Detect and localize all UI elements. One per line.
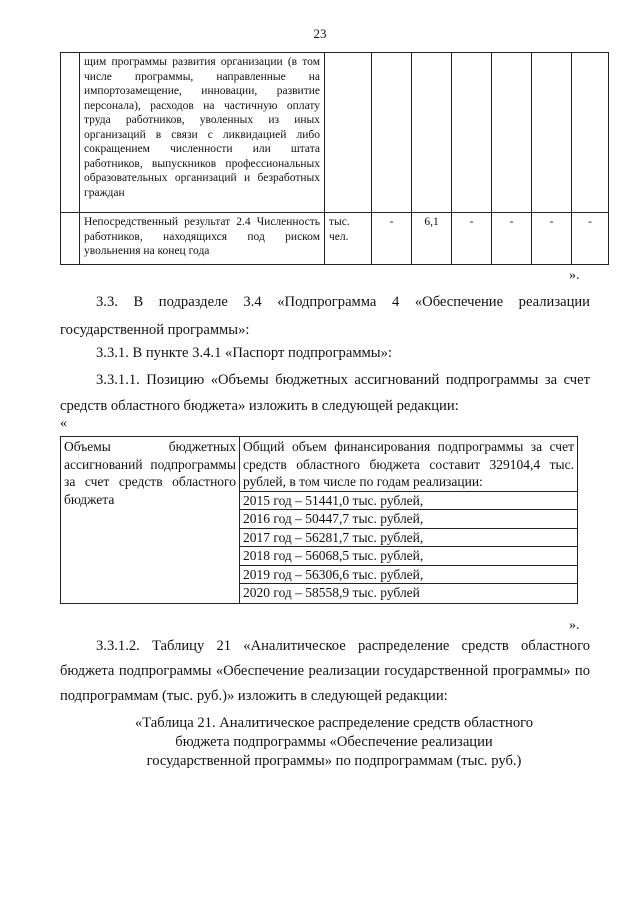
- table-cell: [532, 53, 572, 213]
- closing-quote: ».: [569, 618, 580, 633]
- paragraph-3-3-1-2: 3.3.1.2. Таблицу 21 «Аналитическое распределение средств областного бюджета подпрограммы «Обеспечение реализации государственной программы» по подпрограммам (тыс. руб.)» изложить в следующей редакции:: [60, 638, 590, 704]
- opening-quote: «: [60, 416, 67, 431]
- table-cell-unit: [325, 213, 372, 265]
- table-cell-value: -: [572, 213, 609, 265]
- table-caption: [60, 714, 608, 771]
- caption-line: государственной программы» по подпрограммам (тыс. руб.): [146, 753, 522, 769]
- table-cell-value: -: [532, 213, 572, 265]
- table-cell: [372, 53, 412, 213]
- budget-year-line: 2019 год – 56306,6 тыс. рублей,: [240, 565, 577, 584]
- table-cell: [61, 53, 80, 213]
- table-cell: [325, 53, 372, 213]
- table-row: [61, 437, 578, 604]
- page-number: 23: [313, 26, 327, 41]
- unit-line: чел.: [329, 230, 349, 243]
- budget-year-line: 2017 год – 56281,7 тыс. рублей,: [240, 528, 577, 547]
- table-cell: [452, 53, 492, 213]
- closing-quote: ».: [569, 268, 580, 283]
- indicators-table: [60, 52, 609, 265]
- budget-total-text: Общий объем финансирования подпрограммы за счет средств областного бюджета составит 329104,4 тыс. рублей, в том числе по годам реализации:: [243, 439, 574, 489]
- paragraph-3-3: 3.3. В подразделе 3.4 «Подпрограмма 4 «Обеспечение реализации государственной программы»:: [60, 294, 590, 338]
- budget-year-line: 2015 год – 51441,0 тыс. рублей,: [240, 491, 577, 510]
- table-cell-value: -: [372, 213, 412, 265]
- budget-year-line: 2018 год – 56068,5 тыс. рублей,: [240, 546, 577, 565]
- budget-table: [60, 436, 578, 604]
- table-cell: [412, 53, 452, 213]
- budget-year-line: 2016 год – 50447,7 тыс. рублей,: [240, 509, 577, 528]
- caption-line: бюджета подпрограммы «Обеспечение реализации: [175, 734, 493, 750]
- table-cell-value: 6,1: [412, 213, 452, 265]
- budget-label-cell: Объемы бюджетных ассигнований подпрограммы за счет средств областного бюджета: [61, 437, 240, 604]
- table-row: [61, 213, 609, 265]
- unit-line: тыс.: [329, 216, 350, 228]
- table-cell-description: Непосредственный результат 2.4 Численность работников, находящихся под риском увольнения на конец года: [80, 213, 325, 265]
- table-cell: [492, 53, 532, 213]
- budget-value-cell: [240, 437, 578, 604]
- budget-year-line: 2020 год – 58558,9 тыс. рублей: [240, 583, 577, 602]
- table-cell-value: -: [452, 213, 492, 265]
- caption-line: «Таблица 21. Аналитическое распределение средств областного: [134, 715, 534, 731]
- table-cell-value: -: [492, 213, 532, 265]
- table-row: [61, 53, 609, 213]
- table-cell: [61, 213, 80, 265]
- table-cell: [572, 53, 609, 213]
- paragraph-3-3-1-1: 3.3.1.1. Позицию «Объемы бюджетных ассигнований подпрограммы за счет средств областного бюджета» изложить в следующей редакции:: [60, 372, 590, 414]
- paragraph-3-3-1: 3.3.1. В пункте 3.4.1 «Паспорт подпрограммы»:: [96, 345, 392, 361]
- table-cell-description: щим программы развития организации (в том числе программы, направленные на импортозамещение, инновации, развитие персонала), расходов на частичную оплату труда работников, уволенных из иных организаций в связи с ликвидацией либо сокращением численности или штата работников, выпускников профессиональных образовательных организаций и безработных граждан: [80, 53, 325, 213]
